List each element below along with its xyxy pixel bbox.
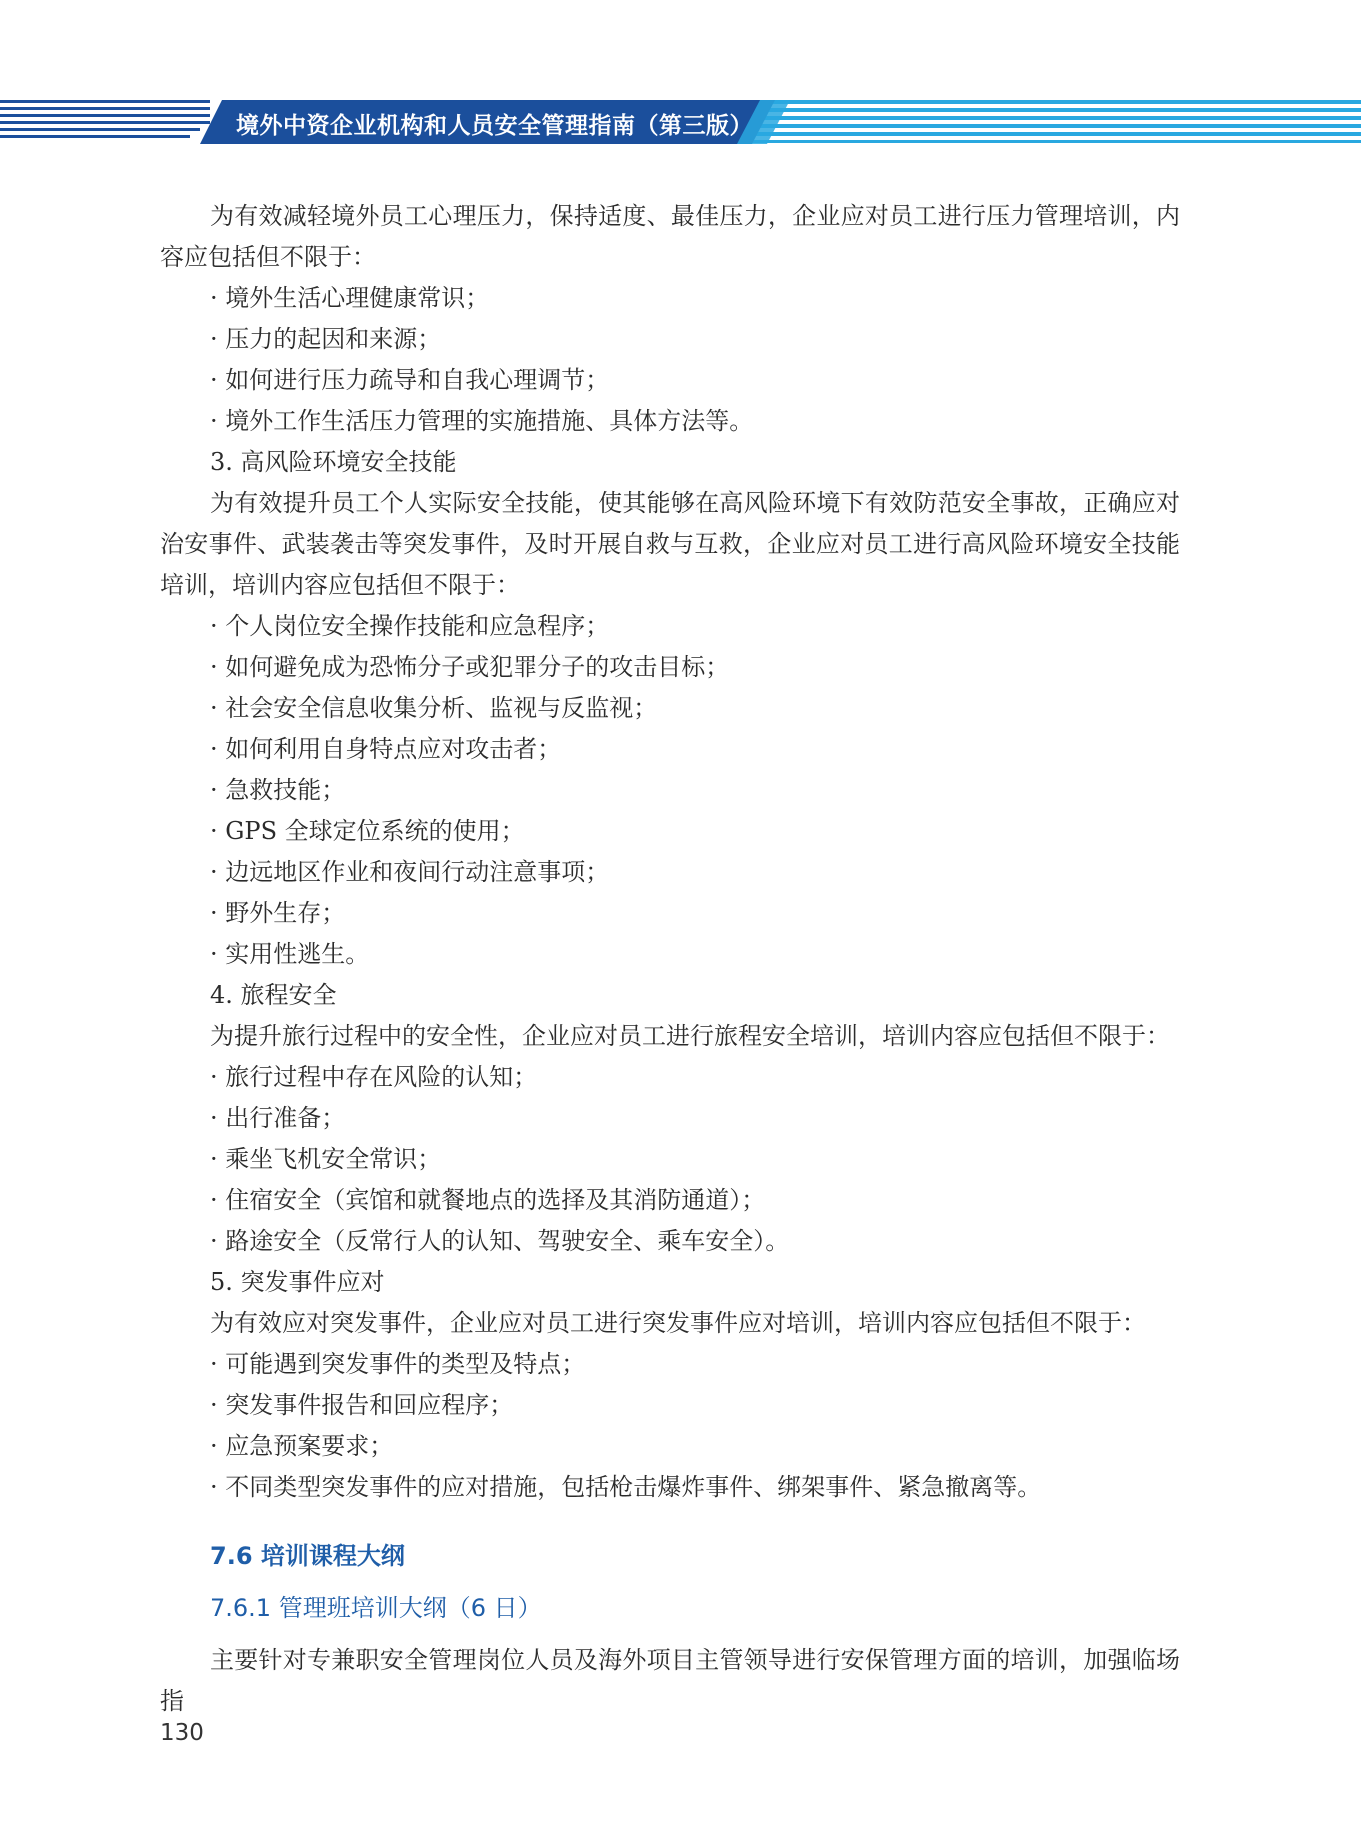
list-item: · 实用性逃生。: [210, 940, 370, 968]
section-4-heading: 4. 旅程安全: [210, 981, 337, 1009]
page-content: [160, 196, 1180, 1722]
list-item: · 境外工作生活压力管理的实施措施、具体方法等。: [210, 407, 754, 435]
list-item: · 社会安全信息收集分析、监视与反监视；: [210, 694, 658, 722]
list-item: · 个人岗位安全操作技能和应急程序；: [210, 612, 610, 640]
list-item: · 境外生活心理健康常识；: [210, 284, 490, 312]
list-item: · 乘坐飞机安全常识；: [210, 1145, 442, 1173]
header-banner: [0, 0, 1361, 160]
section-5-heading: 5. 突发事件应对: [210, 1268, 385, 1296]
list-item: · 野外生存；: [210, 899, 346, 927]
section-7-6-1-intro: 主要针对专兼职安全管理岗位人员及海外项目主管领导进行安保管理方面的培训，加强临场指: [160, 1646, 1180, 1715]
list-item: · 不同类型突发事件的应对措施，包括枪击爆炸事件、绑架事件、紧急撤离等。: [210, 1473, 1042, 1501]
list-item: · 边远地区作业和夜间行动注意事项；: [210, 858, 610, 886]
list-item: · 压力的起因和来源；: [210, 325, 442, 353]
section-7-6-1-heading: 7.6.1 管理班培训大纲（6 日）: [210, 1594, 542, 1622]
list-item: · 如何利用自身特点应对攻击者；: [210, 735, 562, 763]
page-number: 130: [160, 1720, 204, 1746]
list-item: · 可能遇到突发事件的类型及特点；: [210, 1350, 586, 1378]
section-3-intro: 为有效提升员工个人实际安全技能，使其能够在高风险环境下有效防范安全事故，正确应对治安事件、武装袭击等突发事件，及时开展自救与互救，企业应对员工进行高风险环境安全技能培训，培训内容应包括但不限于：: [160, 489, 1180, 599]
list-item: · 如何避免成为恐怖分子或犯罪分子的攻击目标；: [210, 653, 730, 681]
section-4-intro: 为提升旅行过程中的安全性，企业应对员工进行旅程安全培训，培训内容应包括但不限于：: [210, 1022, 1170, 1050]
list-item: · 旅行过程中存在风险的认知；: [210, 1063, 538, 1091]
stress-intro: 为有效减轻境外员工心理压力，保持适度、最佳压力，企业应对员工进行压力管理培训，内容应包括但不限于：: [160, 202, 1180, 271]
header-title: 境外中资企业机构和人员安全管理指南（第三版）: [236, 113, 753, 139]
list-item: · GPS 全球定位系统的使用；: [210, 817, 525, 845]
section-5-intro: 为有效应对突发事件，企业应对员工进行突发事件应对培训，培训内容应包括但不限于：: [210, 1309, 1146, 1337]
section-7-6-heading: 7.6 培训课程大纲: [210, 1542, 405, 1570]
list-item: · 急救技能；: [210, 776, 346, 804]
section-3-heading: 3. 高风险环境安全技能: [210, 448, 457, 476]
list-item: · 出行准备；: [210, 1104, 346, 1132]
list-item: · 住宿安全（宾馆和就餐地点的选择及其消防通道）；: [210, 1186, 766, 1214]
list-item: · 路途安全（反常行人的认知、驾驶安全、乘车安全）。: [210, 1227, 790, 1255]
list-item: · 突发事件报告和回应程序；: [210, 1391, 514, 1419]
list-item: · 如何进行压力疏导和自我心理调节；: [210, 366, 610, 394]
list-item: · 应急预案要求；: [210, 1432, 394, 1460]
